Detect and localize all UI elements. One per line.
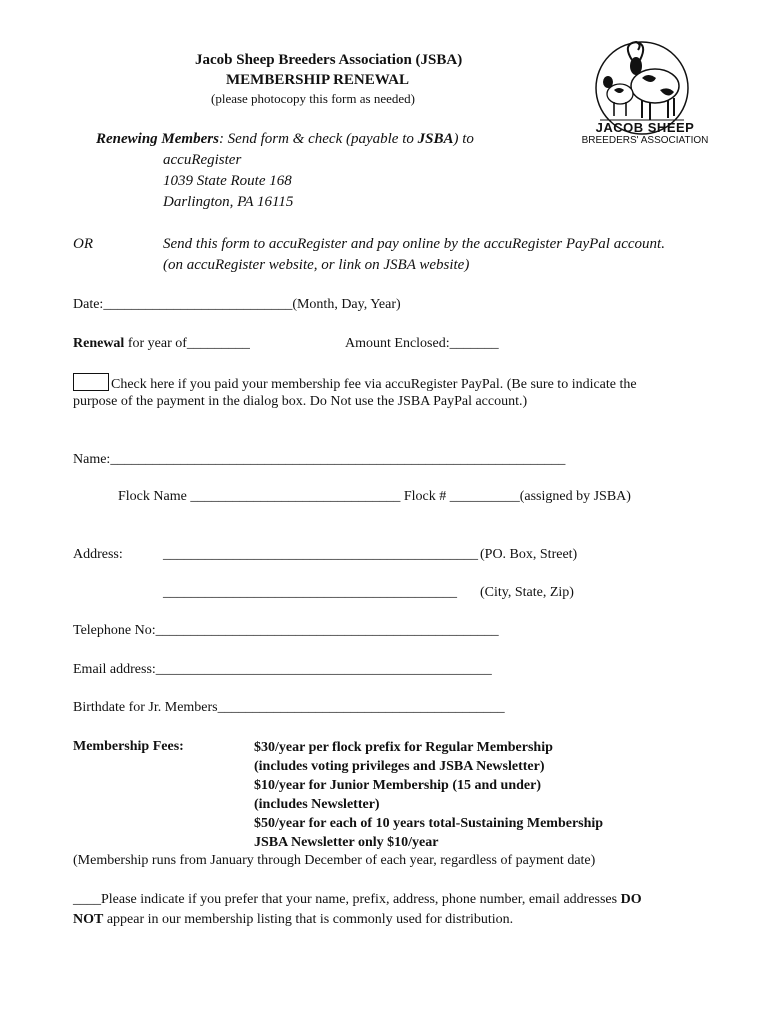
- mail-address-line1: accuRegister: [163, 152, 242, 168]
- fee-line: JSBA Newsletter only $10/year: [254, 835, 439, 850]
- form-note: (please photocopy this form as needed): [211, 91, 415, 106]
- renewing-label: Renewing Members: [96, 131, 219, 147]
- address-city-hint: (City, State, Zip): [480, 585, 574, 600]
- privacy-line1[interactable]: [73, 891, 642, 909]
- online-pay-line2: (on accuRegister website, or link on JSBA website): [163, 257, 470, 273]
- privacy-text1: ____Please indicate if you prefer that your name, prefix, address, phone number, email addresses: [73, 892, 621, 907]
- form-title: Jacob Sheep Breeders Association (JSBA): [195, 52, 463, 68]
- address-street-hint: (PO. Box, Street): [480, 547, 578, 562]
- logo-line1: JACOB SHEEP: [595, 120, 695, 135]
- fee-line: $50/year for each of 10 years total-Sustaining Membership: [254, 816, 604, 831]
- online-pay-line1: Send this form to accuRegister and pay online by the accuRegister PayPal account.: [163, 236, 665, 252]
- paypal-text2: purpose of the payment in the dialog box. Do Not use the JSBA PayPal account.): [73, 394, 528, 409]
- birthdate-field[interactable]: Birthdate for Jr. Members_________________________________________: [73, 700, 505, 715]
- flock-field[interactable]: Flock Name ______________________________ Flock # __________(assigned by JSBA): [118, 489, 631, 504]
- fees-label: Membership Fees:: [73, 739, 184, 754]
- form-subtitle: MEMBERSHIP RENEWAL: [226, 72, 409, 88]
- logo-line2: BREEDERS' ASSOCIATION: [581, 135, 709, 146]
- privacy-not: NOT: [73, 912, 104, 927]
- address-street-field[interactable]: _____________________________________________: [163, 547, 478, 562]
- paypal-checkbox[interactable]: [73, 373, 109, 391]
- or-label: OR: [73, 236, 93, 252]
- membership-period-note: (Membership runs from January through December of each year, regardless of payment date): [73, 853, 596, 868]
- renewal-rest: for year of_________: [124, 336, 250, 351]
- address-city-field[interactable]: __________________________________________: [163, 585, 457, 600]
- fee-line: $30/year per flock prefix for Regular Membership: [254, 740, 553, 755]
- date-field[interactable]: Date:___________________________(Month, Day, Year): [73, 297, 401, 312]
- privacy-text2: appear in our membership listing that is commonly used for distribution.: [103, 912, 514, 927]
- privacy-do: DO: [620, 892, 642, 907]
- mail-address-line3: Darlington, PA 16115: [163, 194, 294, 210]
- renewal-label: Renewal: [73, 336, 125, 351]
- fee-line: (includes voting privileges and JSBA Newsletter): [254, 759, 545, 774]
- telephone-field[interactable]: Telephone No:_________________________________________________: [73, 623, 499, 638]
- email-field[interactable]: Email address:________________________________________________: [73, 662, 492, 677]
- paypal-check-line: [73, 373, 637, 394]
- fee-line: $10/year for Junior Membership (15 and under): [254, 778, 542, 793]
- jsba-logo: [580, 38, 710, 156]
- renewing-text1: : Send form & check (payable to: [218, 131, 418, 147]
- privacy-line2: [73, 911, 513, 929]
- address-label: Address:: [73, 547, 123, 562]
- renewing-line: [96, 130, 474, 148]
- renewing-text2: ) to: [453, 131, 474, 147]
- name-field[interactable]: Name:_________________________________________________________________: [73, 452, 566, 467]
- renewing-jsba: JSBA: [417, 131, 454, 147]
- mail-address-line2: 1039 State Route 168: [163, 173, 292, 189]
- paypal-text1: Check here if you paid your membership fee via accuRegister PayPal. (Be sure to indicate the: [111, 377, 637, 392]
- renewal-year-field[interactable]: [73, 335, 250, 353]
- amount-enclosed-field[interactable]: Amount Enclosed:_______: [345, 336, 499, 351]
- fee-line: (includes Newsletter): [254, 797, 380, 812]
